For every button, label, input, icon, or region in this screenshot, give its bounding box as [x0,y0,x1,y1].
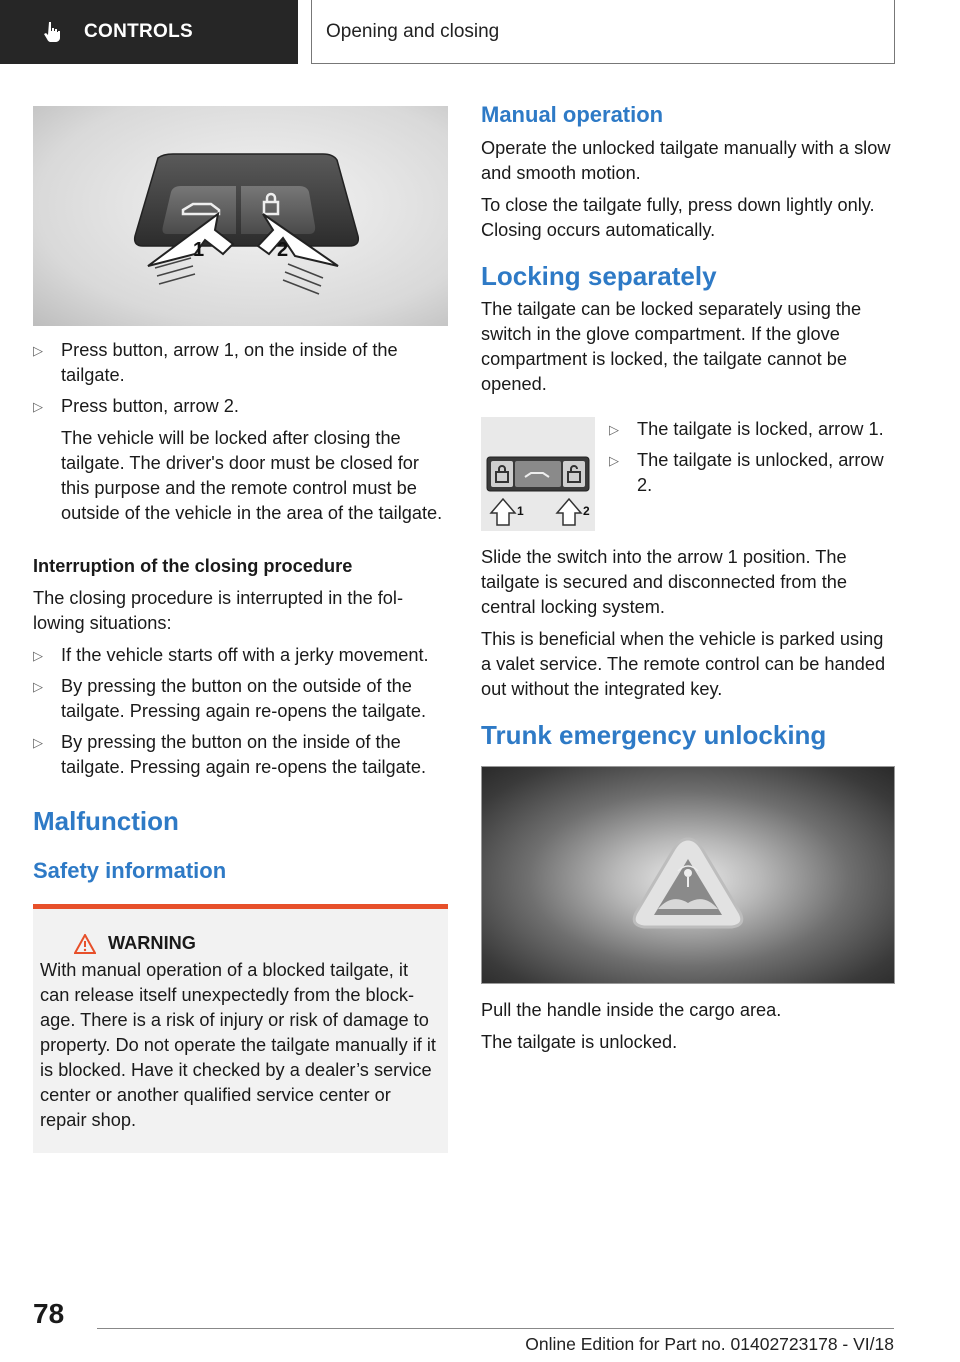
unlocked-text: The tailgate is unlocked. [481,1032,678,1052]
right-column [481,100,895,1055]
warning-box [33,904,448,1153]
figure-label-2: 2 [277,239,289,261]
triangle-bullet-icon: ▷ [33,399,43,414]
triangle-bullet-icon: ▷ [33,648,43,663]
manual-text-1: Operate the unlocked tailgate manually with a slow and smooth motion. [481,138,891,183]
tailgate-buttons-illustration [33,106,448,326]
locking-text: The tailgate can be locked separately using the switch in the glove compartment. If the glove compartment is locked, the tailgate cannot be opened. [481,299,862,394]
chapter-title: Opening and closing [326,20,500,42]
list-item: ▷ The tailgate is locked, arrow 1. [609,417,895,442]
warning-text: With manual operation of a blocked tailgate, it can release itself unexpectedly from the blockage. There is a risk of injury or risk of damage to property. Do not operate the tailgate manually if it is blocked. Have it checked by a dealer’s service center or another qualified service center or repair shop. [40,960,436,1130]
locking-heading: Locking separately [481,261,717,291]
triangle-bullet-icon: ▷ [33,679,43,694]
warning-title: WARNING [108,933,196,953]
triangle-bullet-icon: ▷ [33,343,43,358]
triangle-bullet-icon: ▷ [33,735,43,750]
lock-switch-figure [481,417,595,531]
valet-text: This is beneficial when the vehicle is parked using a valet service. The remote control can be handed out without the integrated key. [481,629,886,699]
list-item: ▷ Press button, arrow 2. The vehicle will be locked after closing the tailgate. The driver's door must be closed for this purpose and the remote control must be outside of the vehicle in the area of the tailgate. [33,396,443,523]
triangle-bullet-icon: ▷ [609,422,619,437]
interruption-list [33,643,448,780]
footer-divider [97,1328,894,1329]
tailgate-buttons-figure [33,106,448,326]
trunk-emergency-heading: Trunk emergency unlocking [481,720,827,750]
lock-switch-row [481,417,895,531]
edition-text: Online Edition for Part no. 01402723178 - VI/18 [525,1334,894,1354]
list-item: ▷ By pressing the button on the outside of the tailgate. Pressing again re-opens the tailgate. [33,676,426,721]
hand-pointer-icon [40,20,64,44]
steps-list [33,338,448,526]
interruption-intro: The closing procedure is interrupted in the following situations: [33,588,404,633]
page-number: 78 [33,1298,65,1329]
slide-text: Slide the switch into the arrow 1 position. The tailgate is secured and disconnected from the central locking system. [481,547,847,617]
chapter-tab [311,0,895,64]
warning-triangle-icon [74,934,96,954]
lock-switch-illustration [481,417,595,531]
section-title: CONTROLS [84,21,194,42]
left-column [33,106,448,1153]
section-tab [0,0,298,64]
interruption-title: Interruption of the closing procedure [33,556,353,576]
list-item: ▷ Press button, arrow 1, on the inside of the tailgate. [33,340,398,385]
manual-text-2: To close the tailgate fully, press down lightly only. Closing occurs automatically. [481,195,875,240]
safety-heading: Safety information [33,858,227,883]
list-item: ▷ If the vehicle starts off with a jerky movement. [33,643,448,668]
figure-label-1: 1 [517,504,524,518]
triangle-bullet-icon: ▷ [609,453,619,468]
list-item: ▷ By pressing the button on the inside of the tailgate. Pressing again re-opens the tailgate. [33,732,426,777]
figure-label-2: 2 [583,504,590,518]
malfunction-heading: Malfunction [33,806,179,836]
figure-label-1: 1 [193,239,205,261]
list-item: ▷ The tailgate is unlocked, arrow 2. [609,450,884,495]
lock-states-list [609,417,895,531]
pull-text: Pull the handle inside the cargo area. [481,1000,782,1020]
emergency-handle-illustration [482,767,894,983]
emergency-handle-figure [481,766,895,984]
manual-operation-heading: Manual operation [481,102,664,127]
